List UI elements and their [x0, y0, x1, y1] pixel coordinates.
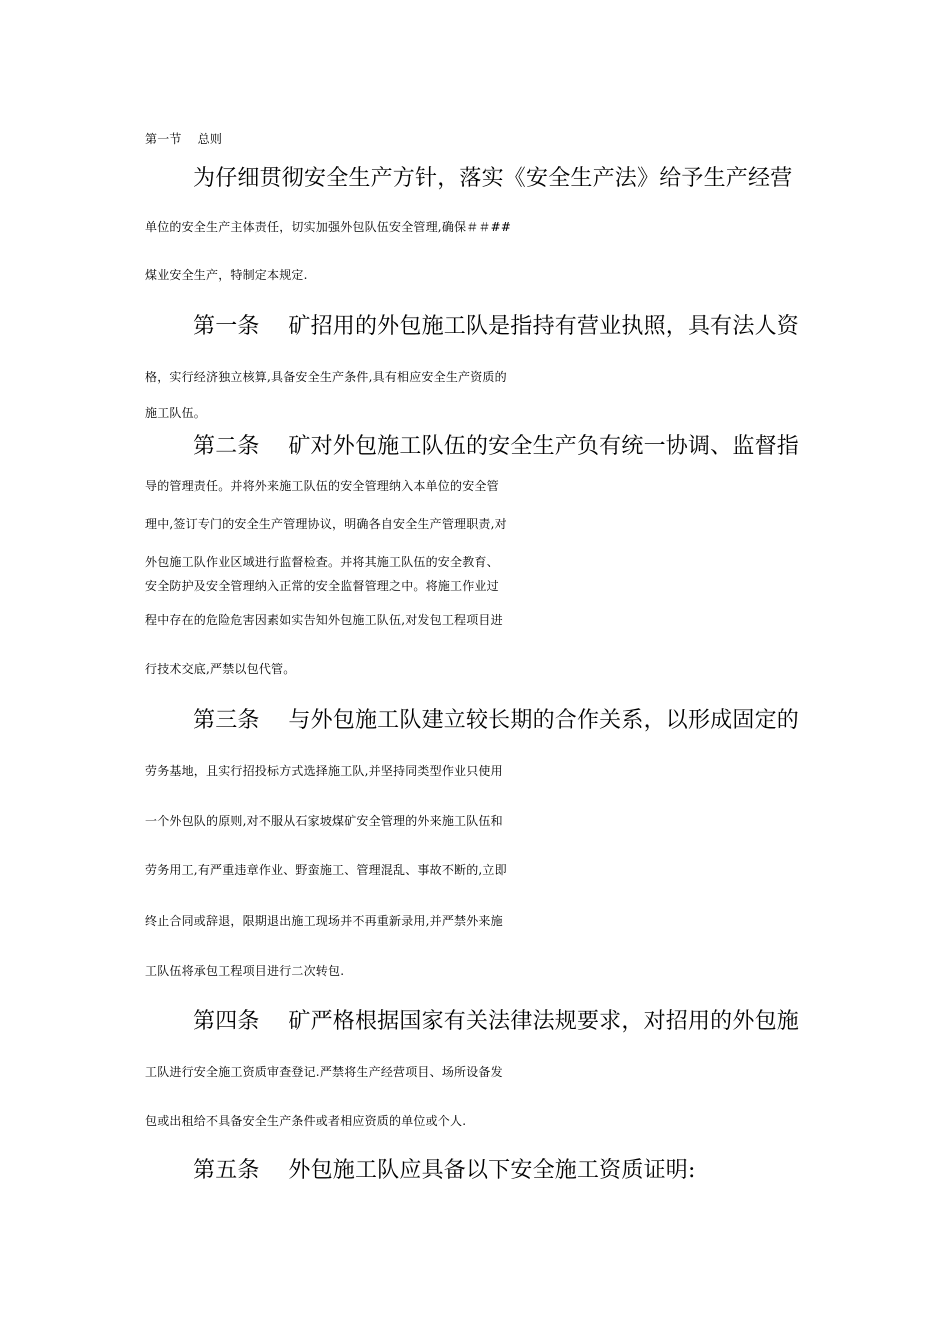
text-line: 格，实行经济独立核算,具备安全生产条件,具有相应安全生产资质的: [145, 370, 507, 384]
text-line: 包或出租给不具备安全生产条件或者相应资质的单位或个人.: [145, 1114, 467, 1128]
text-line: 行技术交底,严禁以包代管。: [145, 662, 296, 676]
text-line: 单位的安全生产主体责任，切实加强外包队伍安全管理,确保＃＃##: [145, 220, 512, 234]
text-line: 施工队伍。: [145, 406, 207, 420]
text-line: 程中存在的危险危害因素如实告知外包施工队伍,对发包工程项目进: [145, 613, 503, 627]
text-line: 为仔细贯彻安全生产方针，落实《安全生产法》给予生产经营: [193, 166, 793, 191]
text-line: 工队进行安全施工资质审查登记.严禁将生产经营项目、场所设备发: [145, 1065, 503, 1079]
text-line: 劳务用工,有严重违章作业、野蛮施工、管理混乱、事故不断的,立即: [145, 863, 507, 877]
text-line: 煤业安全生产，特制定本规定.: [145, 268, 308, 282]
text-line: 工队伍将承包工程项目进行二次转包.: [145, 964, 345, 978]
section-heading: 第一节 总则: [145, 132, 223, 146]
text-line: 劳务基地，且实行招投标方式选择施工队,并坚持同类型作业只使用: [145, 764, 503, 778]
text-line: 一个外包队的原则,对不服从石家坡煤矿安全管理的外来施工队伍和: [145, 814, 503, 828]
text-line: 终止合同或辞退，限期退出施工现场并不再重新录用,并严禁外来施: [145, 914, 503, 928]
article-4-line: 第四条 矿严格根据国家有关法律法规要求，对招用的外包施: [193, 1009, 799, 1034]
article-5-line: 第五条 外包施工队应具备以下安全施工资质证明:: [193, 1158, 696, 1183]
text-line: 理中,签订专门的安全生产管理协议，明确各自安全生产管理职责,对: [145, 517, 507, 531]
text-line: 外包施工队作业区域进行监督检查。并将其施工队伍的安全教育、: [145, 555, 499, 569]
text-line: 安全防护及安全管理纳入正常的安全监督管理之中。将施工作业过: [145, 579, 499, 593]
article-2-line: 第二条 矿对外包施工队伍的安全生产负有统一协调、监督指: [193, 434, 799, 459]
article-3-line: 第三条 与外包施工队建立较长期的合作关系，以形成固定的: [193, 708, 799, 733]
article-1-line: 第一条 矿招用的外包施工队是指持有营业执照，具有法人资: [193, 314, 799, 339]
text-line: 导的管理责任。并将外来施工队伍的安全管理纳入本单位的安全管: [145, 479, 499, 493]
